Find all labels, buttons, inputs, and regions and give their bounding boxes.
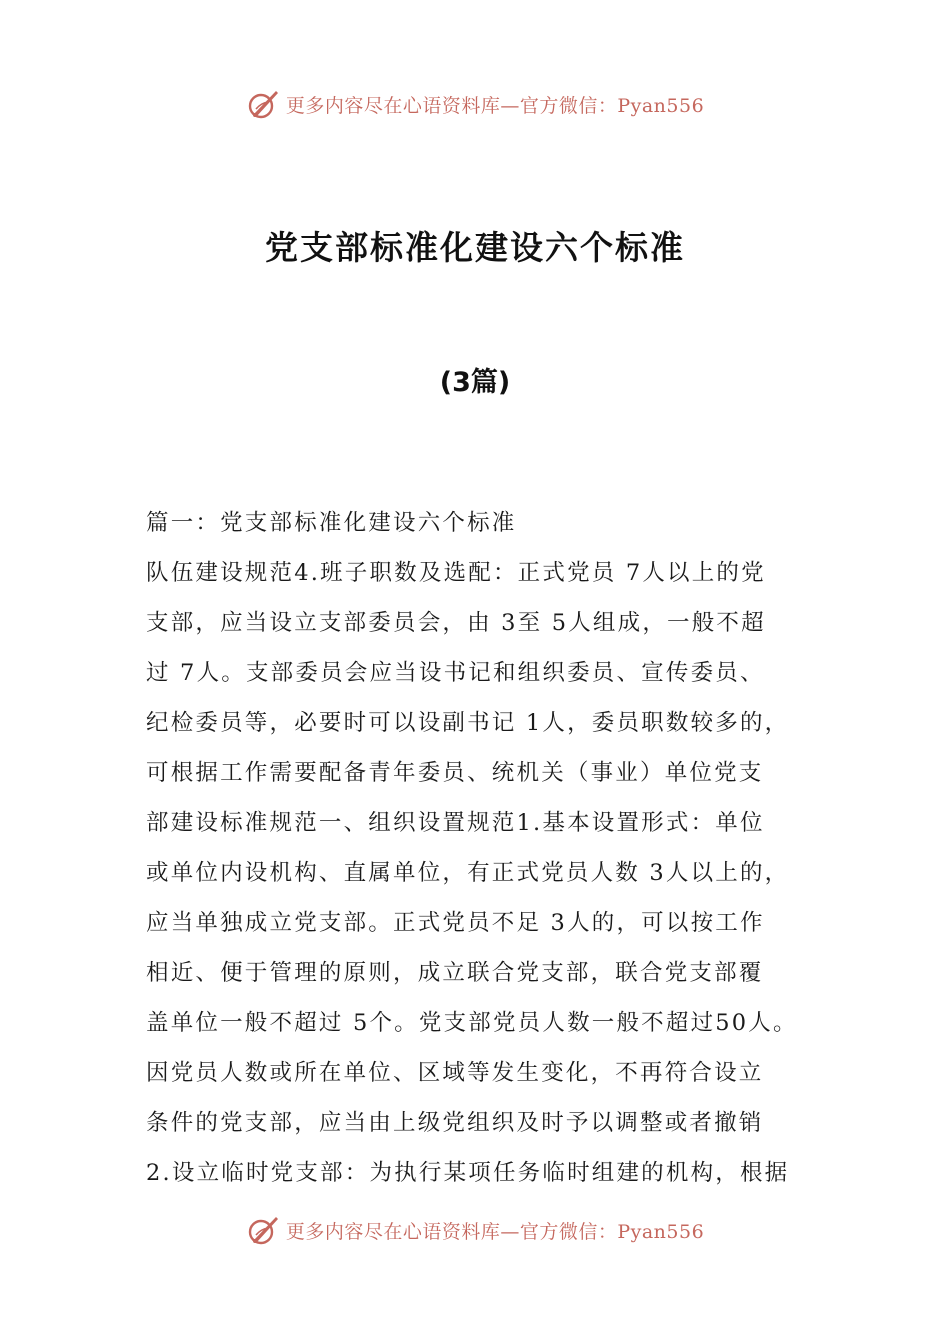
watermark-dash: —: [500, 94, 520, 117]
body-line: 队伍建设规范4.班子职数及选配：正式党员 7人以上的党: [146, 560, 766, 586]
body-line: 2.设立临时党支部：为执行某项任务临时组建的机构，根据: [146, 1160, 790, 1186]
footer-watermark: [0, 1210, 950, 1250]
section-heading: 篇一：党支部标准化建设六个标准: [146, 510, 517, 536]
watermark-text: 更多内容尽在心语资料库: [285, 1220, 501, 1243]
body-line: 部建设标准规范一、组织设置规范1.基本设置形式：单位: [146, 810, 765, 836]
body-line: 应当单独成立党支部。正式党员不足 3人的，可以按工作: [146, 910, 765, 936]
body-line: 过 7人。支部委员会应当设书记和组织委员、宣传委员、: [146, 660, 765, 686]
watermark-text: 更多内容尽在心语资料库: [285, 94, 501, 117]
document-subtitle: (3篇): [439, 367, 511, 398]
watermark-contact: 官方微信：Pyan556: [519, 94, 705, 117]
body-line: 条件的党支部，应当由上级党组织及时予以调整或者撤销: [146, 1110, 764, 1136]
document-body: [146, 498, 806, 1198]
body-line: 纪检委员等，必要时可以设副书记 1人，委员职数较多的，: [146, 710, 790, 736]
quill-pen-logo-icon: [246, 1213, 280, 1247]
quill-pen-logo-icon: [246, 87, 280, 121]
watermark-contact: 官方微信：Pyan556: [519, 1220, 705, 1243]
header-watermark: [0, 84, 950, 124]
document-title: 党支部标准化建设六个标准: [265, 228, 685, 267]
watermark-dash: —: [500, 1220, 520, 1243]
body-line: 可根据工作需要配备青年委员、统机关（事业）单位党支: [146, 760, 764, 786]
body-line: 相近、便于管理的原则，成立联合党支部，联合党支部覆: [146, 960, 764, 986]
body-line: 或单位内设机构、直属单位，有正式党员人数 3人以上的，: [146, 860, 790, 886]
body-line: 因党员人数或所在单位、区域等发生变化，不再符合设立: [146, 1060, 764, 1086]
body-line: 盖单位一般不超过 5个。党支部党员人数一般不超过50人。: [146, 1010, 798, 1036]
body-line: 支部，应当设立支部委员会，由 3至 5人组成，一般不超: [146, 610, 766, 636]
